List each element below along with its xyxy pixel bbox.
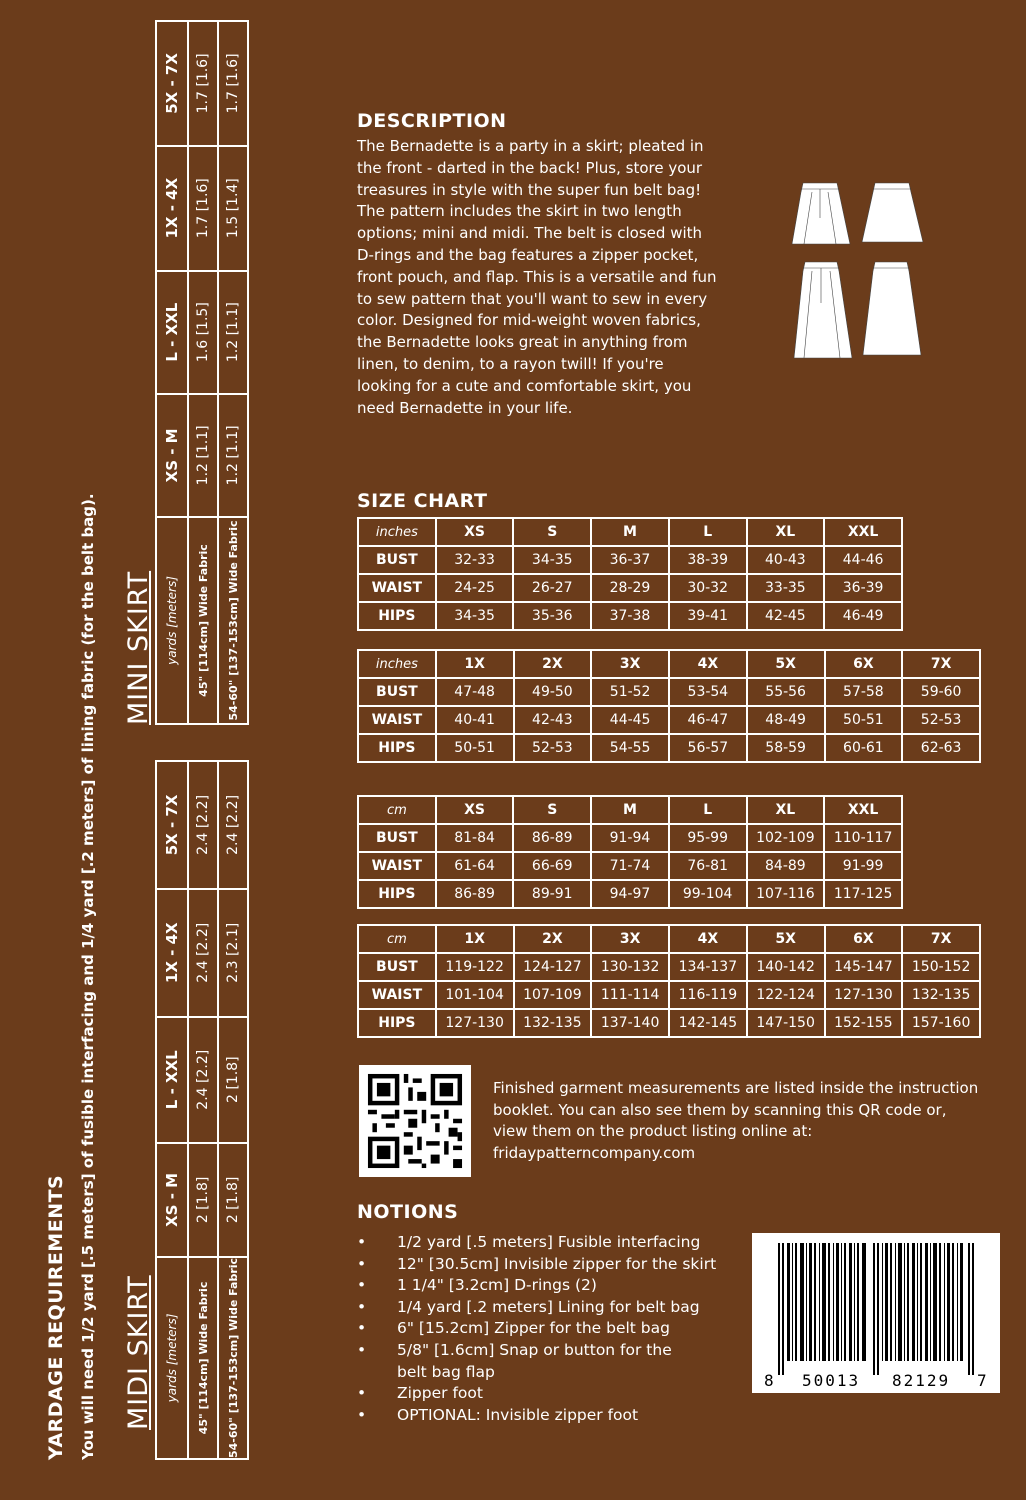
cell: 99-104: [669, 880, 747, 908]
cell: 110-117: [824, 824, 902, 852]
mini-fabric-label: 45" [114cm] Wide Fabric: [188, 517, 218, 724]
mini-skirt-title: MINI SKIRT: [123, 570, 154, 725]
cell: 26-27: [513, 574, 591, 602]
cell: 132-135: [514, 1009, 592, 1037]
size-col: XS: [436, 518, 514, 546]
midi-value: 2 [1.8]: [188, 1143, 218, 1257]
midi-size-col: L - XXL: [156, 1017, 188, 1143]
size-table-inches-plus: [357, 649, 981, 763]
size-col: L: [669, 796, 747, 824]
row-label: HIPS: [358, 1009, 436, 1037]
cell: 86-89: [513, 824, 591, 852]
cell: 157-160: [902, 1009, 980, 1037]
cell: 91-99: [824, 852, 902, 880]
cell: 34-35: [436, 602, 514, 630]
cell: 147-150: [747, 1009, 825, 1037]
size-col: 4X: [669, 925, 747, 953]
cell: 140-142: [747, 953, 825, 981]
cell: 71-74: [591, 852, 669, 880]
unit-label: inches: [358, 650, 436, 678]
cell: 32-33: [436, 546, 514, 574]
size-chart-title: SIZE CHART: [357, 490, 488, 512]
size-col: XXL: [824, 796, 902, 824]
size-col: 5X: [747, 650, 825, 678]
cell: 76-81: [669, 852, 747, 880]
size-col: 3X: [591, 650, 669, 678]
size-col: 7X: [902, 925, 980, 953]
cell: 116-119: [669, 981, 747, 1009]
size-col: S: [513, 796, 591, 824]
cell: 36-39: [824, 574, 902, 602]
size-col: XXL: [824, 518, 902, 546]
cell: 94-97: [591, 880, 669, 908]
list-item: • 6" [15.2cm] Zipper for the belt bag: [357, 1318, 727, 1340]
cell: 42-43: [514, 706, 592, 734]
cell: 24-25: [436, 574, 514, 602]
cell: 33-35: [747, 574, 825, 602]
size-col: 2X: [514, 925, 592, 953]
notions-title: NOTIONS: [357, 1201, 459, 1223]
yardage-text: You will need 1/2 yard [.5 meters] of fusible interfacing and 1/4 yard [.2 meters] of lining fabric (for the belt bag).: [79, 493, 97, 1460]
cell: 91-94: [591, 824, 669, 852]
cell: 89-91: [513, 880, 591, 908]
row-label: HIPS: [358, 880, 436, 908]
cell: 42-45: [747, 602, 825, 630]
cell: 102-109: [747, 824, 825, 852]
row-label: WAIST: [358, 706, 436, 734]
cell: 111-114: [591, 981, 669, 1009]
cell: 58-59: [747, 734, 825, 762]
cell: 50-51: [436, 734, 514, 762]
size-col: S: [513, 518, 591, 546]
cell: 84-89: [747, 852, 825, 880]
cell: 47-48: [436, 678, 514, 706]
size-col: 5X: [747, 925, 825, 953]
midi-value: 2.3 [2.1]: [218, 889, 248, 1017]
midi-value: 2 [1.8]: [218, 1017, 248, 1143]
cell: 107-109: [514, 981, 592, 1009]
size-col: 1X: [436, 925, 514, 953]
midi-size-col: 1X - 4X: [156, 889, 188, 1017]
cell: 59-60: [902, 678, 980, 706]
cell: 48-49: [747, 706, 825, 734]
size-col: XL: [747, 796, 825, 824]
cell: 152-155: [825, 1009, 903, 1037]
size-col: 6X: [825, 925, 903, 953]
skirt-mini-front-icon: [792, 183, 850, 244]
list-item: • 1 1/4" [3.2cm] D-rings (2): [357, 1275, 727, 1297]
unit-label: cm: [358, 796, 436, 824]
cell: 132-135: [902, 981, 980, 1009]
mini-unit-label: yards [meters]: [156, 517, 188, 724]
cell: 66-69: [513, 852, 591, 880]
list-item: • Zipper foot: [357, 1383, 727, 1405]
row-label: WAIST: [358, 574, 436, 602]
cell: 50-51: [825, 706, 903, 734]
cell: 119-122: [436, 953, 514, 981]
cell: 101-104: [436, 981, 514, 1009]
row-label: BUST: [358, 678, 436, 706]
mini-value: 1.2 [1.1]: [218, 271, 248, 394]
midi-value: 2.4 [2.2]: [218, 761, 248, 889]
cell: 127-130: [825, 981, 903, 1009]
cell: 142-145: [669, 1009, 747, 1037]
barcode: [752, 1233, 1000, 1393]
description-title: DESCRIPTION: [357, 110, 507, 132]
cell: 44-45: [591, 706, 669, 734]
yardage-title: YARDAGE REQUIREMENTS: [45, 1174, 67, 1460]
skirt-illustrations: [790, 178, 930, 363]
midi-size-col: 5X - 7X: [156, 761, 188, 889]
size-col: 6X: [825, 650, 903, 678]
size-col: L: [669, 518, 747, 546]
mini-size-col: L - XXL: [156, 271, 188, 394]
qr-code-icon: [359, 1065, 471, 1177]
mini-value: 1.2 [1.1]: [218, 394, 248, 517]
midi-skirt-table: [155, 760, 249, 1460]
mini-fabric-label: 54-60" [137-153cm] Wide Fabric: [218, 517, 248, 724]
qr-code[interactable]: [359, 1065, 471, 1177]
cell: 62-63: [902, 734, 980, 762]
cell: 145-147: [825, 953, 903, 981]
midi-value: 2.4 [2.2]: [188, 889, 218, 1017]
cell: 39-41: [669, 602, 747, 630]
yardage-section: [45, 20, 270, 1470]
midi-size-col: XS - M: [156, 1143, 188, 1257]
cell: 86-89: [436, 880, 514, 908]
size-col: M: [591, 796, 669, 824]
cell: 36-37: [591, 546, 669, 574]
cell: 56-57: [669, 734, 747, 762]
mini-size-col: 1X - 4X: [156, 146, 188, 271]
size-col: XS: [436, 796, 514, 824]
skirt-midi-front-icon: [794, 262, 852, 358]
barcode-digit-check: 7: [977, 1371, 987, 1390]
cell: 117-125: [824, 880, 902, 908]
cell: 53-54: [669, 678, 747, 706]
size-col: 4X: [669, 650, 747, 678]
size-table-inches-standard: [357, 517, 903, 631]
mini-value: 1.2 [1.1]: [188, 394, 218, 517]
cell: 55-56: [747, 678, 825, 706]
cell: 38-39: [669, 546, 747, 574]
cell: 134-137: [669, 953, 747, 981]
mini-size-col: XS - M: [156, 394, 188, 517]
midi-fabric-label: 45" [114cm] Wide Fabric: [188, 1257, 218, 1459]
cell: 61-64: [436, 852, 514, 880]
mini-value: 1.6 [1.5]: [188, 271, 218, 394]
row-label: HIPS: [358, 602, 436, 630]
row-label: BUST: [358, 546, 436, 574]
cell: 51-52: [591, 678, 669, 706]
midi-value: 2 [1.8]: [218, 1143, 248, 1257]
cell: 52-53: [902, 706, 980, 734]
cell: 49-50: [514, 678, 592, 706]
mini-value: 1.7 [1.6]: [188, 146, 218, 271]
cell: 95-99: [669, 824, 747, 852]
cell: 57-58: [825, 678, 903, 706]
cell: 46-49: [824, 602, 902, 630]
midi-unit-label: yards [meters]: [156, 1257, 188, 1459]
cell: 35-36: [513, 602, 591, 630]
cell: 40-41: [436, 706, 514, 734]
cell: 122-124: [747, 981, 825, 1009]
size-col: 3X: [591, 925, 669, 953]
mini-value: 1.7 [1.6]: [218, 21, 248, 146]
cell: 60-61: [825, 734, 903, 762]
list-item: • 1/4 yard [.2 meters] Lining for belt bag: [357, 1297, 727, 1319]
list-item: • 5/8" [1.6cm] Snap or button for the belt bag flap: [357, 1340, 687, 1383]
list-item: • 1/2 yard [.5 meters] Fusible interfacing: [357, 1232, 727, 1254]
cell: 30-32: [669, 574, 747, 602]
list-item: • OPTIONAL: Invisible zipper foot: [357, 1405, 727, 1427]
cell: 52-53: [514, 734, 592, 762]
size-col: XL: [747, 518, 825, 546]
mini-value: 1.5 [1.4]: [218, 146, 248, 271]
size-col: 7X: [902, 650, 980, 678]
row-label: WAIST: [358, 852, 436, 880]
cell: 37-38: [591, 602, 669, 630]
midi-skirt-title: MIDI SKIRT: [123, 1275, 154, 1430]
unit-label: inches: [358, 518, 436, 546]
size-col: M: [591, 518, 669, 546]
mini-value: 1.7 [1.6]: [188, 21, 218, 146]
row-label: WAIST: [358, 981, 436, 1009]
cell: 124-127: [514, 953, 592, 981]
row-label: BUST: [358, 953, 436, 981]
unit-label: cm: [358, 925, 436, 953]
qr-info-text: Finished garment measurements are listed inside the instruction booklet. You can also see them by scanning this QR code or, view them on the product listing online at: fridaypatterncompany.com: [493, 1079, 979, 1162]
barcode-digits-right: 82129: [892, 1371, 951, 1390]
size-table-cm-standard: [357, 795, 903, 909]
cell: 150-152: [902, 953, 980, 981]
size-col: 2X: [514, 650, 592, 678]
row-label: HIPS: [358, 734, 436, 762]
skirt-mini-back-icon: [862, 183, 923, 242]
cell: 34-35: [513, 546, 591, 574]
cell: 81-84: [436, 824, 514, 852]
skirt-midi-back-icon: [863, 262, 921, 355]
midi-value: 2.4 [2.2]: [188, 761, 218, 889]
cell: 46-47: [669, 706, 747, 734]
cell: 40-43: [747, 546, 825, 574]
cell: 137-140: [591, 1009, 669, 1037]
cell: 130-132: [591, 953, 669, 981]
cell: 44-46: [824, 546, 902, 574]
barcode-digit-lead: 8: [764, 1371, 774, 1390]
description-text: The Bernadette is a party in a skirt; pleated in the front - darted in the back! Plus, store your treasures in style with the super fun belt bag! The pattern includes the skirt in two length options; mini and midi. The belt is closed with D-rings and the bag features a zipper pocket, front pouch, and flap. This is a versatile and fun to sew pattern that you'll want to sew in every color. Designed for mid-weight woven fabrics, the Bernadette looks great in anything from linen, to denim, to a rayon twill! If you're looking for a cute and comfortable skirt, you need Bernadette in your life.: [357, 137, 717, 417]
row-label: BUST: [358, 824, 436, 852]
size-col: 1X: [436, 650, 514, 678]
mini-skirt-table: [155, 20, 249, 725]
mini-size-col: 5X - 7X: [156, 21, 188, 146]
cell: 54-55: [591, 734, 669, 762]
midi-fabric-label: 54-60" [137-153cm] Wide Fabric: [218, 1257, 248, 1459]
list-item: • 12" [30.5cm] Invisible zipper for the skirt: [357, 1254, 727, 1276]
cell: 28-29: [591, 574, 669, 602]
barcode-digits-left: 50013: [802, 1371, 861, 1390]
cell: 107-116: [747, 880, 825, 908]
cell: 127-130: [436, 1009, 514, 1037]
notions-list: [357, 1232, 727, 1426]
barcode-icon: [778, 1243, 978, 1375]
size-table-cm-plus: [357, 924, 981, 1038]
midi-value: 2.4 [2.2]: [188, 1017, 218, 1143]
